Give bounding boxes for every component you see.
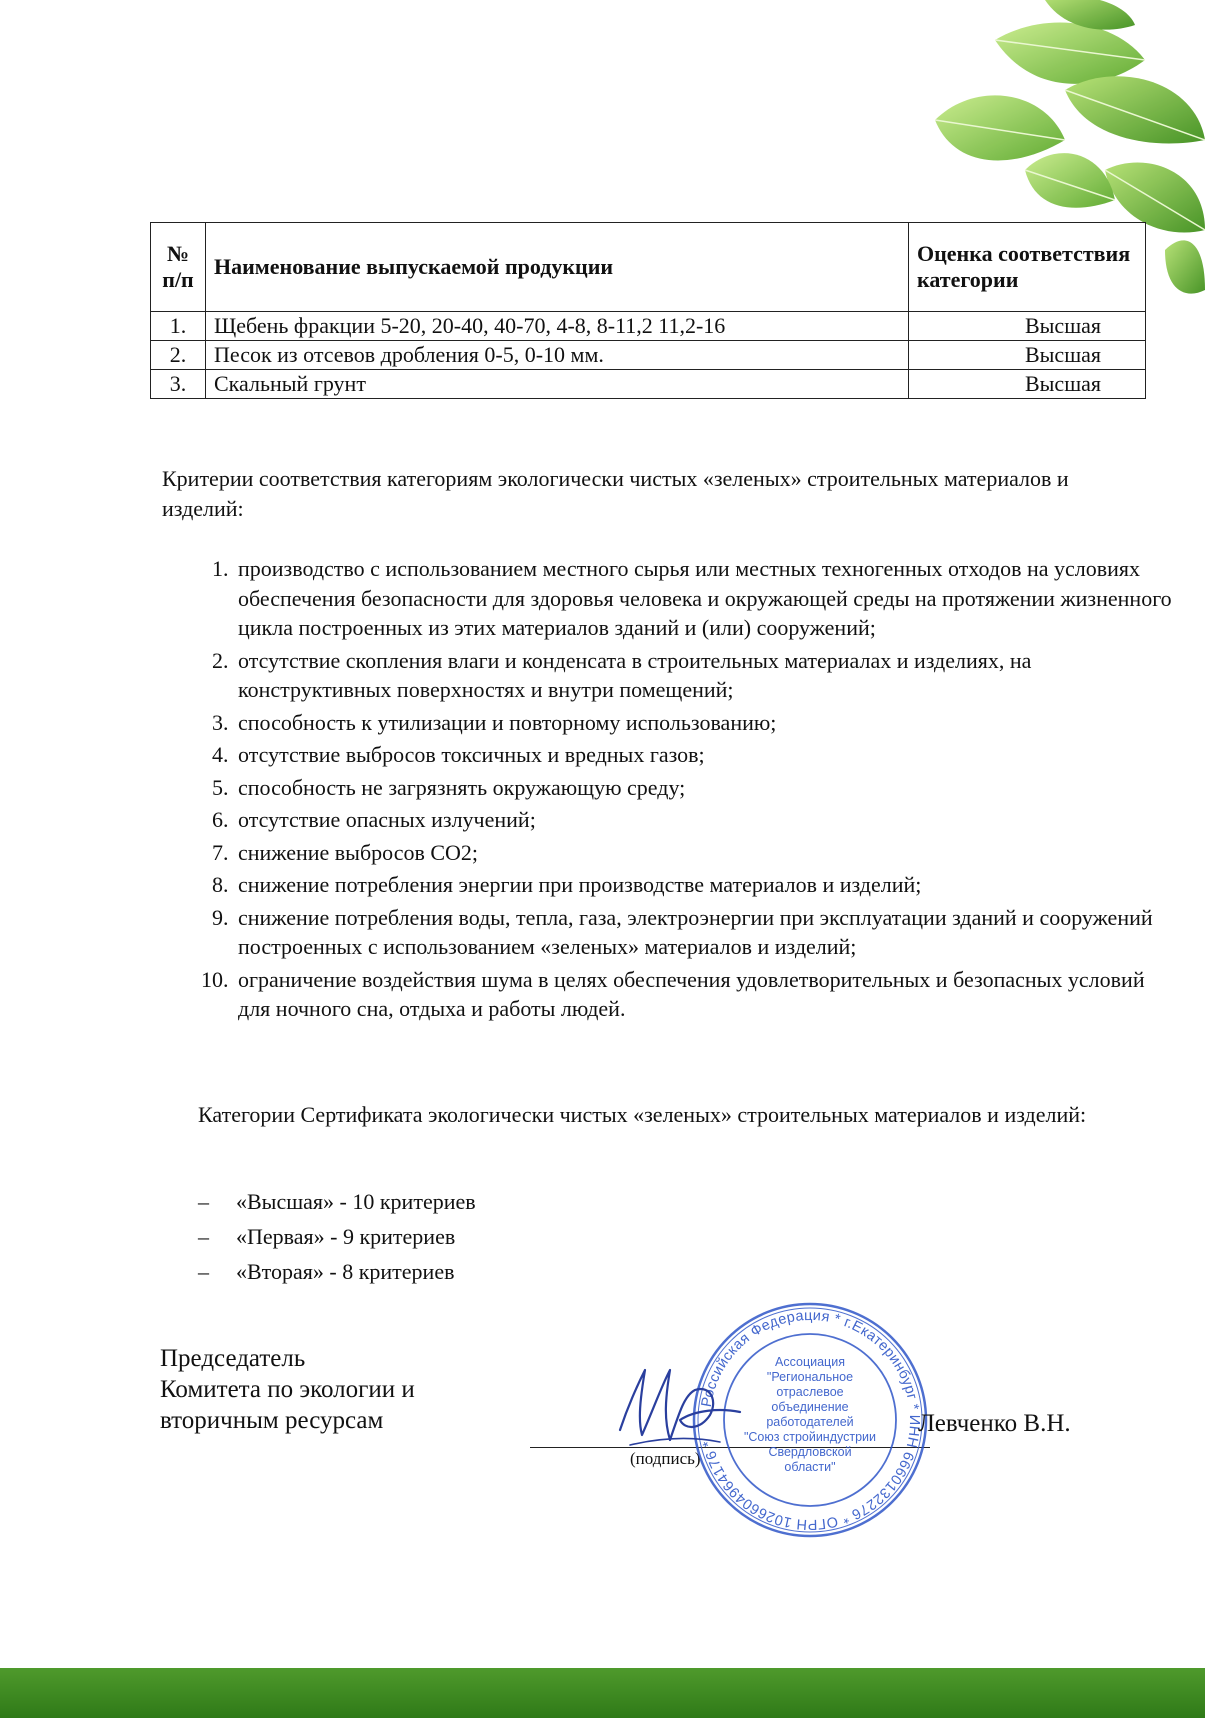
header-name: Наименование выпускаемой продукции bbox=[206, 223, 909, 312]
list-item: – «Высшая» - 10 критериев bbox=[198, 1184, 476, 1219]
categories-list bbox=[198, 1184, 476, 1289]
signature-caption: (подпись) bbox=[630, 1449, 701, 1468]
row-grade: Высшая bbox=[909, 312, 1146, 341]
seal-center-line: Свердловской bbox=[768, 1445, 852, 1459]
signer-title bbox=[160, 1343, 520, 1436]
list-item: 7. снижение выбросов СО2; bbox=[234, 838, 1174, 868]
table-row bbox=[151, 370, 1146, 399]
row-name: Щебень фракции 5-20, 20-40, 40-70, 4-8, 8-11,2 11,2-16 bbox=[206, 312, 909, 341]
bottom-green-bar bbox=[0, 1668, 1205, 1718]
row-name: Скальный грунт bbox=[206, 370, 909, 399]
handwritten-signature bbox=[600, 1350, 750, 1460]
seal-center-line: Ассоциация bbox=[775, 1355, 845, 1369]
criteria-intro: Критерии соответствия категориям экологически чистых «зеленых» строительных материалов и изделий: bbox=[162, 466, 1069, 521]
row-name: Песок из отсевов дробления 0-5, 0-10 мм. bbox=[206, 341, 909, 370]
seal-center-line: объединение bbox=[771, 1400, 849, 1414]
categories-intro: Категории Сертификата экологически чистых «зеленых» строительных материалов и изделий: bbox=[198, 1102, 1087, 1127]
products-table bbox=[150, 222, 1146, 399]
signer-name: Левченко В.Н. bbox=[918, 1410, 1071, 1437]
row-num: 1. bbox=[151, 312, 206, 341]
row-num: 2. bbox=[151, 341, 206, 370]
table-row bbox=[151, 312, 1146, 341]
seal-center-line: области" bbox=[784, 1460, 836, 1474]
list-item: 6. отсутствие опасных излучений; bbox=[234, 805, 1174, 835]
signer-title-line: вторичным ресурсам bbox=[160, 1407, 384, 1434]
header-num: № п/п bbox=[151, 223, 206, 312]
row-grade: Высшая bbox=[909, 341, 1146, 370]
list-item: 9. снижение потребления воды, тепла, газа, электроэнергии при эксплуатации зданий и сооружений построенных с использованием «зеленых» материалов и изделий; bbox=[234, 903, 1174, 962]
list-item: – «Вторая» - 8 критериев bbox=[198, 1254, 476, 1289]
list-item: 3. способность к утилизации и повторному использованию; bbox=[234, 708, 1174, 738]
list-item: 4. отсутствие выбросов токсичных и вредных газов; bbox=[234, 740, 1174, 770]
list-item: 2. отсутствие скопления влаги и конденсата в строительных материалах и изделиях, на конструктивных поверхностях и внутри помещений; bbox=[234, 646, 1174, 705]
list-item: – «Первая» - 9 критериев bbox=[198, 1219, 476, 1254]
seal-center-line: работодателей bbox=[766, 1415, 854, 1429]
table-header-row bbox=[151, 223, 1146, 312]
row-grade: Высшая bbox=[909, 370, 1146, 399]
signer-title-line: Комитета по экологии и bbox=[160, 1376, 415, 1403]
header-grade: Оценка соответствия категории bbox=[909, 223, 1146, 312]
seal-ring-text: Российская Федерация * г.Екатеринбург * ИНН 6660132276 * ОГРН 1026604964176 * bbox=[698, 1307, 923, 1533]
signer-title-line: Председатель bbox=[160, 1345, 306, 1372]
row-num: 3. bbox=[151, 370, 206, 399]
list-item: 5. способность не загрязнять окружающую среду; bbox=[234, 773, 1174, 803]
list-item: 8. снижение потребления энергии при производстве материалов и изделий; bbox=[234, 870, 1174, 900]
criteria-list bbox=[198, 554, 1174, 1027]
list-item: 1. производство с использованием местного сырья или местных техногенных отходов на условиях обеспечения безопасности для здоровья человека и окружающей среды на протяжении жизненного цикла построенных из этих материалов зданий и (или) сооружений; bbox=[234, 554, 1174, 643]
seal-center-line: "Союз стройиндустрии bbox=[743, 1430, 877, 1444]
table-row bbox=[151, 341, 1146, 370]
seal-center-line: "Региональное bbox=[766, 1370, 854, 1384]
list-item: 10. ограничение воздействия шума в целях обеспечения удовлетворительных и безопасных условий для ночного сна, отдыха и работы людей. bbox=[234, 965, 1174, 1024]
seal-center-line: отраслевое bbox=[776, 1385, 844, 1399]
